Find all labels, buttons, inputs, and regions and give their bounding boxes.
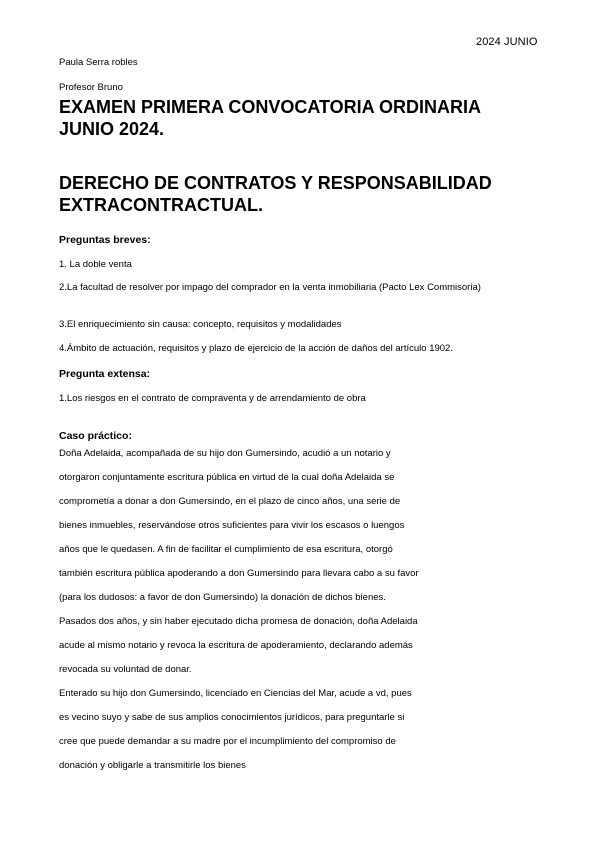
case-line: bienes inmuebles, reservándose otros suficientes para vivir los escasos o luengos [59, 520, 405, 531]
case-line: Enterado su hijo don Gumersindo, licenciado en Ciencias del Mar, acude a vd, pues [59, 688, 412, 699]
case-line: cree que puede demandar a su madre por el incumplimiento del compromiso de [59, 736, 396, 747]
student-name: Paula Serra robles [59, 57, 138, 68]
exam-title-line: JUNIO 2024. [59, 119, 165, 139]
case-line: (para los dudosos: a favor de don Gumersindo) la donación de dichos bienes. [59, 592, 386, 603]
subject-title-line: DERECHO DE CONTRATOS Y RESPONSABILIDAD [59, 173, 492, 193]
long-question-heading: Pregunta extensa: [59, 368, 151, 380]
case-line: Doña Adelaida, acompañada de su hijo don Gumersindo, acudió a un notario y [59, 448, 391, 459]
professor-name: Profesor Bruno [59, 82, 123, 93]
case-heading: Caso práctico: [59, 430, 132, 442]
case-paragraph [59, 448, 539, 784]
case-line: años que le quedasen. A fin de facilitar el cumplimiento de esa escritura, otorgó [59, 544, 393, 555]
case-line: es vecino suyo y sabe de sus amplios conocimientos jurídicos, para preguntarle si [59, 712, 405, 723]
short-questions-heading: Preguntas breves: [59, 234, 151, 246]
short-question-item: 1. La doble venta [59, 259, 132, 270]
subject-title-line: EXTRACONTRACTUAL. [59, 195, 263, 215]
exam-title [59, 96, 481, 140]
long-question-item: 1.Los riesgos en el contrato de compraventa y de arrendamiento de obra [59, 393, 366, 404]
short-question-item: 3.El enriquecimiento sin causa: concepto, requisitos y modalidades [59, 319, 342, 330]
case-line: revocada su voluntad de donar. [59, 664, 192, 675]
case-line: donación y obligarle a transmitirle los bienes [59, 760, 246, 771]
case-line: comprometía a donar a don Gumersindo, en el plazo de cinco años, una serie de [59, 496, 401, 507]
document-date: 2024 JUNIO [476, 36, 538, 48]
short-question-item: 4.Ámbito de actuación, requisitos y plazo de ejercicio de la acción de daños del artículo 1902. [59, 343, 453, 354]
case-line: acude al mismo notario y revoca la escritura de apoderamiento, declarando además [59, 640, 413, 651]
case-line: también escritura pública apoderando a don Gumersindo para llevara cabo a su favor [59, 568, 419, 579]
case-line: otorgaron conjuntamente escritura pública en virtud de la cual doña Adelaida se [59, 472, 395, 483]
exam-title-line: EXAMEN PRIMERA CONVOCATORIA ORDINARIA [59, 97, 482, 117]
case-line: Pasados dos años, y sin haber ejecutado dicha promesa de donación, doña Adelaida [59, 616, 418, 627]
subject-title [59, 172, 492, 216]
short-question-item: 2.La facultad de resolver por impago del comprador en la venta inmobiliaria (Pacto Lex Commisoria) [59, 282, 481, 293]
